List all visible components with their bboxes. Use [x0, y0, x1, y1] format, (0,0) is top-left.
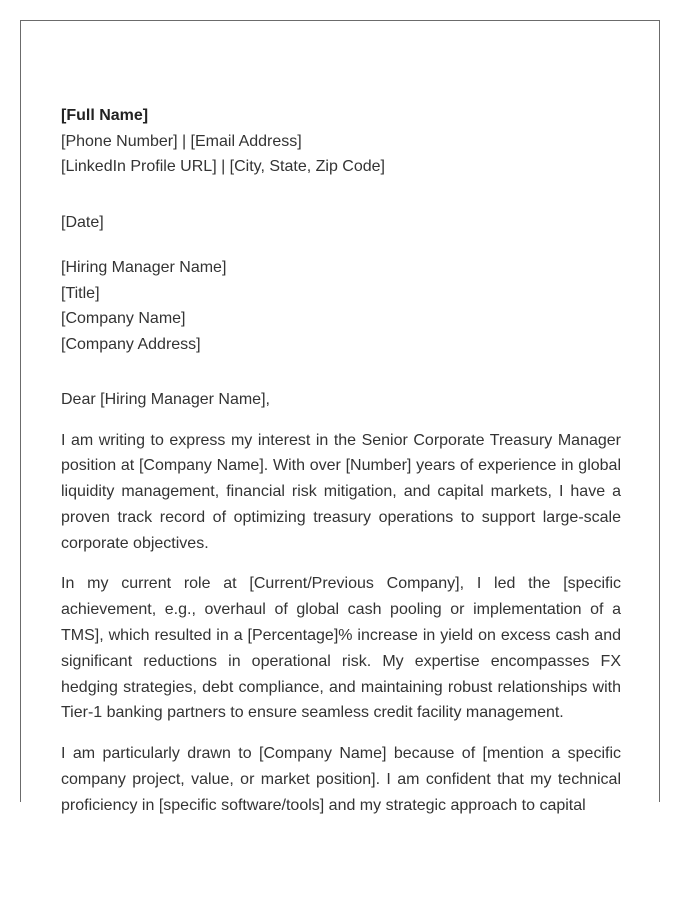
salutation: Dear [Hiring Manager Name],	[61, 391, 270, 408]
letter-page	[20, 20, 660, 814]
sender-name: [Full Name]	[61, 107, 149, 124]
recipient-block	[61, 255, 621, 357]
recipient-address: [Company Address]	[61, 335, 201, 353]
sender-header	[61, 103, 621, 180]
letter-date: [Date]	[61, 213, 104, 231]
letter-content	[61, 103, 621, 819]
body-paragraph-3: I am particularly drawn to [Company Name] because of [mention a specific company project, value, or market position]. I am confident that my technical proficiency in [specific software/tools] and my strategic approach to capital	[61, 745, 621, 814]
recipient-name: [Hiring Manager Name]	[61, 259, 227, 276]
sender-contact-line: [Phone Number] | [Email Address]	[61, 132, 302, 150]
recipient-company: [Company Name]	[61, 310, 186, 327]
sender-location-line: [LinkedIn Profile URL] | [City, State, Zip Code]	[61, 158, 385, 175]
body-paragraph-2: In my current role at [Current/Previous Company], I led the [specific achievement, e.g., overhaul of global cash pooling or implementation of a TMS], which resulted in a [Percentage]% increase in yield on excess cash and significant reductions in operational risk. My expertise encompasses FX hedging strategies, debt compliance, and maintaining robust relationships with Tier-1 banking partners to ensure seamless credit facility management.	[61, 575, 621, 722]
recipient-title: [Title]	[61, 284, 100, 302]
body-paragraph-1: I am writing to express my interest in the Senior Corporate Treasury Manager position at [Company Name]. With over [Number] years of experience in global liquidity management, financial risk mitigation, and capital markets, I have a proven track record of optimizing treasury operations to support large-scale corporate objectives.	[61, 431, 621, 552]
